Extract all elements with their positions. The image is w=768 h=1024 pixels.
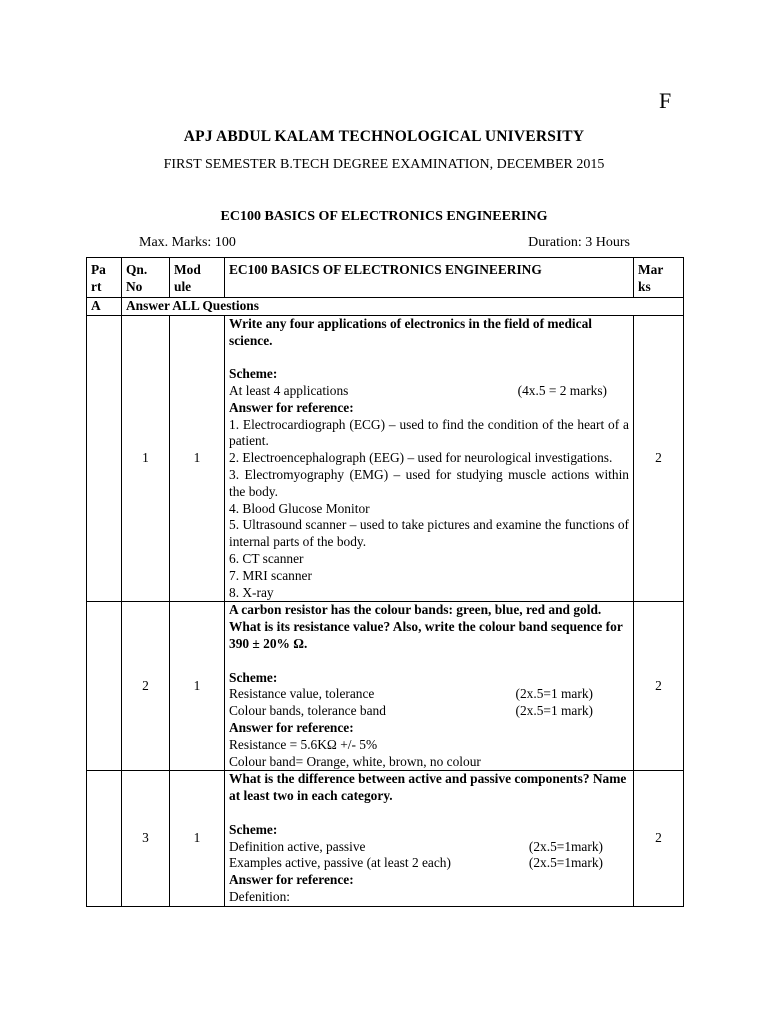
answer-line: 8. X-ray (229, 584, 274, 600)
question-module: 1 (170, 771, 225, 906)
question-marks: 2 (634, 315, 684, 602)
question-number: 2 (122, 602, 170, 771)
answer-label: Answer for reference: (229, 399, 354, 415)
answer-line: Defenition: (229, 888, 290, 904)
question-number: 3 (122, 771, 170, 906)
col-part: Pa rt (87, 258, 122, 298)
scheme-row: Resistance value, tolerance (2x.5=1 mark) (229, 686, 593, 702)
col-qno: Qn. No (122, 258, 170, 298)
scheme-row: Definition active, passive (2x.5=1mark) (229, 838, 603, 854)
answer-line: 3. Electromyography (EMG) – used for studying muscle actions within the body. (229, 466, 629, 499)
question-cell (225, 315, 634, 602)
question-table (86, 257, 684, 907)
question-module: 1 (170, 315, 225, 602)
answer-line: 5. Ultrasound scanner – used to take pictures and examine the functions of internal parts of the body. (229, 517, 629, 550)
section-label: Answer ALL Questions (122, 298, 684, 316)
scheme-row: Colour bands, tolerance band (2x.5=1 mark) (229, 703, 593, 719)
question-number: 1 (122, 315, 170, 602)
question-marks: 2 (634, 602, 684, 771)
answer-line: 7. MRI scanner (229, 567, 312, 583)
answer-line: Colour band= Orange, white, brown, no colour (229, 753, 481, 769)
scheme-label: Scheme: (229, 366, 278, 382)
table-header-row (87, 258, 684, 298)
question-marks: 2 (634, 771, 684, 906)
table-row (87, 602, 684, 771)
scheme-row: At least 4 applications (4x.5 = 2 marks) (229, 382, 607, 398)
answer-line: 6. CT scanner (229, 550, 304, 566)
question-cell (225, 602, 634, 771)
section-part: A (87, 298, 122, 316)
section-row (87, 298, 684, 316)
question-module: 1 (170, 602, 225, 771)
answer-label: Answer for reference: (229, 719, 354, 735)
scheme-row: Examples active, passive (at least 2 each) (2x.5=1mark) (229, 855, 603, 871)
course-title: EC100 BASICS OF ELECTRONICS ENGINEERING (220, 209, 548, 224)
question-text: What is the difference between active and passive components? Name at least two in each category. (229, 771, 627, 804)
col-marks: Mar ks (634, 258, 684, 298)
answer-line: 4. Blood Glucose Monitor (229, 500, 370, 516)
question-text: A carbon resistor has the colour bands: green, blue, red and gold. What is its resistance value? Also, write the colour band sequence for 390 ± 20% Ω. (229, 602, 623, 651)
col-title: EC100 BASICS OF ELECTRONICS ENGINEERING (225, 258, 634, 298)
max-marks: Max. Marks: 100 (139, 235, 236, 250)
answer-line: Resistance = 5.6KΩ +/- 5% (229, 736, 378, 752)
page-set-letter: F (659, 88, 672, 113)
answer-line: 1. Electrocardiograph (ECG) – used to find the condition of the heart of a patient. (229, 416, 629, 449)
question-cell (225, 771, 634, 906)
question-text: Write any four applications of electronics in the field of medical science. (229, 315, 593, 348)
answer-label: Answer for reference: (229, 872, 354, 888)
marks-duration-line (139, 235, 630, 251)
col-module: Mod ule (170, 258, 225, 298)
exam-title: FIRST SEMESTER B.TECH DEGREE EXAMINATION, DECEMBER 2015 (163, 157, 605, 172)
table-row (87, 771, 684, 906)
duration: Duration: 3 Hours (528, 235, 630, 250)
scheme-label: Scheme: (229, 669, 278, 685)
table-row (87, 315, 684, 602)
answer-line: 2. Electroencephalograph (EEG) – used for neurological investigations. (229, 450, 613, 466)
university-name: APJ ABDUL KALAM TECHNOLOGICAL UNIVERSITY (183, 128, 585, 145)
scheme-label: Scheme: (229, 821, 278, 837)
